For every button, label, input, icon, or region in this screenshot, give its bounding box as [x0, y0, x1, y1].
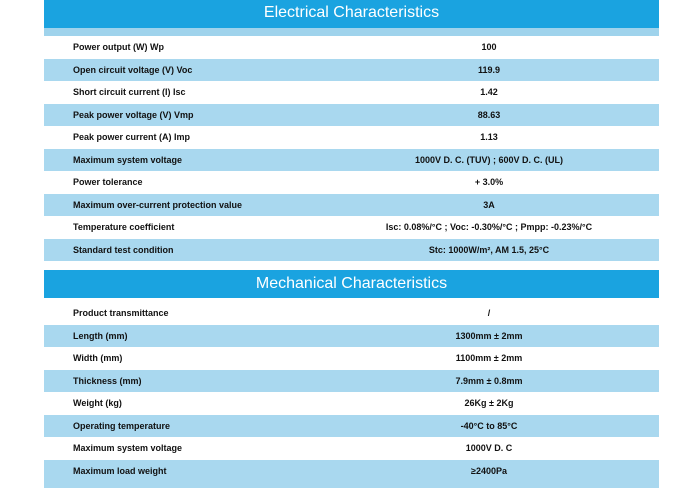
row-label: Product transmittance	[73, 308, 169, 319]
row-label: Standard test condition	[73, 244, 174, 255]
row-value: 88.63	[477, 109, 501, 120]
table-row	[44, 392, 659, 415]
table-row	[44, 104, 659, 127]
row-label: Thickness (mm)	[73, 375, 142, 386]
table-row	[44, 370, 659, 393]
table-row	[44, 149, 659, 172]
table-row	[44, 460, 659, 483]
table-row	[44, 347, 659, 370]
table-row	[44, 325, 659, 348]
row-label: Operating temperature	[73, 420, 171, 431]
table-row	[44, 171, 659, 194]
row-label: Maximum system voltage	[73, 443, 183, 454]
table-row	[44, 302, 659, 325]
row-value: 3A	[483, 199, 495, 210]
row-label: Peak power voltage (V) Vmp	[73, 109, 194, 120]
electrical-title: Electrical Characteristics	[44, 0, 659, 28]
row-value: + 3.0%	[474, 177, 504, 188]
row-label: Power output (W) Wp	[73, 42, 164, 53]
table-row	[44, 126, 659, 149]
row-value: 26Kg ± 2Kg	[464, 398, 514, 409]
row-label: Temperature coefficient	[73, 222, 175, 233]
row-value: 1000V D. C. (TUV) ; 600V D. C. (UL)	[414, 154, 564, 165]
row-label: Maximum system voltage	[73, 154, 183, 165]
row-label: Weight (kg)	[73, 398, 122, 409]
row-label: Length (mm)	[73, 330, 128, 341]
electrical-spacer	[44, 28, 659, 36]
row-value: 119.9	[477, 64, 501, 75]
row-value: ≥2400Pa	[471, 465, 507, 476]
row-value: /	[487, 308, 491, 319]
row-value: 7.9mm ± 0.8mm	[455, 375, 523, 386]
table-row	[44, 194, 659, 217]
row-value: 1100mm ± 2mm	[455, 353, 523, 364]
table-row	[44, 36, 659, 59]
table-row	[44, 59, 659, 82]
table-row	[44, 437, 659, 460]
table-row	[44, 216, 659, 239]
row-label: Open circuit voltage (V) Voc	[73, 64, 193, 75]
electrical-section	[44, 0, 659, 261]
mechanical-bottom-band	[44, 482, 659, 488]
row-value: 1000V D. C	[465, 443, 513, 454]
row-value: Isc: 0.08%/°C ; Voc: -0.30%/°C ; Pmpp: -0.23%/°C	[385, 222, 593, 233]
row-value: 1.13	[480, 132, 498, 143]
row-value: 1300mm ± 2mm	[455, 330, 523, 341]
row-value: Stc: 1000W/m², AM 1.5, 25°C	[428, 244, 550, 255]
table-row	[44, 239, 659, 262]
mechanical-section	[44, 270, 659, 488]
table-row	[44, 81, 659, 104]
row-label: Maximum load weight	[73, 465, 167, 476]
row-label: Peak power current (A) Imp	[73, 132, 191, 143]
row-label: Power tolerance	[73, 177, 143, 188]
row-label: Short circuit current (I) Isc	[73, 87, 186, 98]
table-row	[44, 415, 659, 438]
row-label: Maximum over-current protection value	[73, 199, 243, 210]
row-value: 100	[481, 42, 497, 53]
row-value: -40°C to 85°C	[460, 420, 518, 431]
mechanical-title: Mechanical Characteristics	[44, 270, 659, 298]
row-label: Width (mm)	[73, 353, 123, 364]
row-value: 1.42	[480, 87, 498, 98]
